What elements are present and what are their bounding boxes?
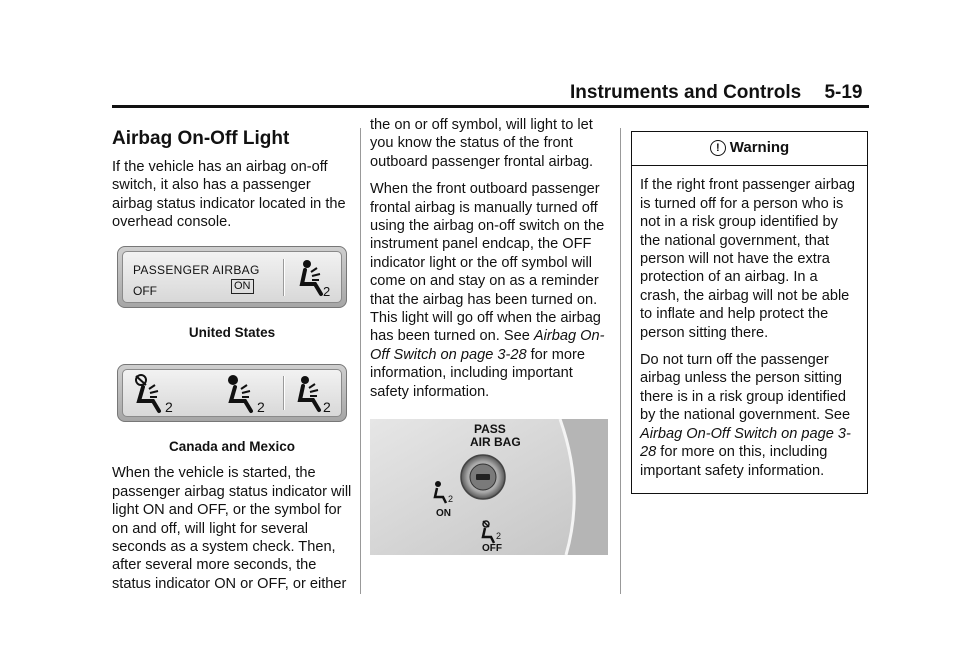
photo-off-label: OFF xyxy=(482,543,502,555)
column-2 xyxy=(370,116,610,555)
panel-separator xyxy=(283,259,285,296)
column-divider-2 xyxy=(620,128,621,594)
status-paragraph: the on or off symbol, will light to let you know the status of the front outboard passenger frontal airbag. xyxy=(370,117,594,170)
column-3 xyxy=(631,131,868,494)
intro-paragraph: If the vehicle has an airbag on-off switch, it also has a passenger airbag status indicator located in the overhead console. xyxy=(112,159,346,231)
us-indicator-panel xyxy=(117,246,347,308)
photo-on-label: ON xyxy=(436,508,451,520)
seated-passenger-airbag-icon xyxy=(293,374,345,419)
panel-on-label: ON xyxy=(231,279,254,294)
warning-switch-reference-link[interactable]: Airbag On-Off Switch on page 3-28 xyxy=(640,425,851,461)
header-rule xyxy=(112,105,869,108)
airbag-switch-photo xyxy=(370,419,608,555)
panel-off-label: OFF xyxy=(133,283,157,298)
section-heading: Airbag On-Off Light xyxy=(112,128,290,149)
cm-indicator-figure xyxy=(112,364,352,456)
cm-icon-badge-1: 2 xyxy=(165,399,173,415)
panel-passenger-airbag-label: PASSENGER AIRBAG xyxy=(133,262,260,277)
airbag-switch-reference-link[interactable]: Airbag On-Off Switch on page 3-28 xyxy=(370,328,605,363)
warning-paragraph-1: If the right front passenger airbag is turned off for a person who is not in a risk group identified by the national government, that person will not have the extra protection of an airbag. In a crash, the airbag will not be able to inflate and help protect the person sitting there. xyxy=(640,177,855,341)
photo-on-badge: 2 xyxy=(448,494,454,505)
seated-passenger-airbag-icon xyxy=(295,258,335,303)
cm-icon-badge-3: 2 xyxy=(323,399,331,415)
us-icon-badge: 2 xyxy=(323,283,331,298)
manual-off-paragraph xyxy=(370,180,610,401)
startup-paragraph: When the vehicle is started, the passenger airbag status indicator will light ON and OFF, or the symbol for on and off, will light for several seconds as a system check. Then, after several more seconds, the status indicator ON or OFF, or either xyxy=(112,465,352,592)
cm-caption: Canada and Mexico xyxy=(168,439,296,455)
us-caption: United States xyxy=(188,324,276,340)
manual-off-text-a: When the front outboard passenger frontal airbag is manually turned off using the airbag on-off switch on the instrument panel endcap, the OFF indicator light or the off symbol will come on and stay on as a reminder that the airbag has been turned on. This light will go off when the airbag has been turned on. See xyxy=(370,181,605,345)
column-1 xyxy=(112,128,352,602)
cm-indicator-panel xyxy=(117,364,347,422)
us-indicator-figure xyxy=(112,246,352,342)
airbag-on-symbol-icon xyxy=(223,374,275,419)
photo-airbag-label: AIR BAG xyxy=(470,435,521,450)
page-header xyxy=(570,82,863,104)
airbag-off-symbol-icon xyxy=(131,374,183,419)
page-number: 5-19 xyxy=(824,82,863,103)
warning-icon: ! xyxy=(710,140,726,156)
warning-title: Warning xyxy=(729,139,790,156)
warning-body xyxy=(632,166,867,493)
warning-header xyxy=(632,132,867,166)
column-divider-1 xyxy=(360,128,361,594)
warning-paragraph-2 xyxy=(640,351,859,480)
panel-separator xyxy=(283,376,285,410)
photo-pass-label: PASS xyxy=(474,422,506,437)
warning-text-b: for more on this, including important safety information. xyxy=(640,444,828,479)
manual-off-text-b: for more information, including important safety information. xyxy=(370,346,585,400)
warning-text-a: Do not turn off the passenger airbag unless the person sitting there is in a risk group identified by the national government. See xyxy=(640,352,851,424)
section-title-header: Instruments and Controls xyxy=(570,82,802,103)
cm-icon-badge-2: 2 xyxy=(257,399,265,415)
photo-off-badge: 2 xyxy=(496,531,502,542)
warning-box xyxy=(631,131,868,494)
